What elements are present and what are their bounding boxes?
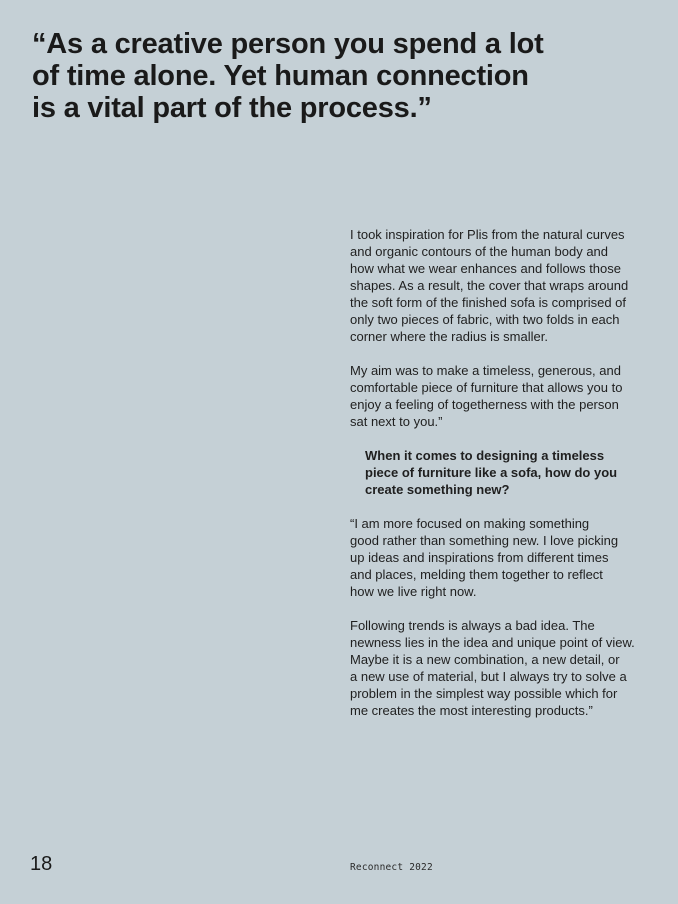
text-line: corner where the radius is smaller. — [350, 329, 548, 344]
body-paragraph-4 — [350, 617, 660, 719]
body-paragraph-3 — [350, 515, 660, 600]
body-paragraph-2 — [350, 362, 660, 430]
body-paragraph-1 — [350, 226, 660, 345]
text-line: I took inspiration for Plis from the natural curves — [350, 227, 625, 242]
text-line: sat next to you.” — [350, 414, 443, 429]
interview-question — [365, 447, 660, 498]
text-line: a new use of material, but I always try to solve a — [350, 669, 627, 684]
text-line: shapes. As a result, the cover that wraps around — [350, 278, 629, 293]
text-line: how we live right now. — [350, 584, 477, 599]
text-line: the soft form of the finished sofa is comprised of — [350, 295, 627, 310]
text-line: up ideas and inspirations from different times — [350, 550, 609, 565]
text-line: My aim was to make a timeless, generous, and — [350, 363, 621, 378]
text-line: “I am more focused on making something — [350, 516, 590, 531]
text-line: and places, melding them together to reflect — [350, 567, 603, 582]
text-line: Following trends is always a bad idea. The — [350, 618, 595, 633]
text-line: Maybe it is a new combination, a new detail, or — [350, 652, 620, 667]
text-line: create something new? — [365, 482, 510, 497]
text-line: piece of furniture like a sofa, how do you — [365, 465, 618, 480]
text-line: problem in the simplest way possible which for — [350, 686, 618, 701]
pull-quote-line: “As a creative person you spend a lot — [32, 28, 544, 60]
text-line: good rather than something new. I love picking — [350, 533, 619, 548]
pull-quote-line: of time alone. Yet human connection — [32, 60, 529, 92]
page-number: 18 — [30, 853, 53, 875]
text-line: me creates the most interesting products.” — [350, 703, 593, 718]
pull-quote-line: is a vital part of the process.” — [32, 92, 432, 124]
body-column — [350, 226, 660, 736]
pull-quote-heading — [32, 28, 572, 124]
publication-footer: Reconnect 2022 — [350, 862, 433, 873]
text-line: only two pieces of fabric, with two folds in each — [350, 312, 620, 327]
text-line: and organic contours of the human body and — [350, 244, 609, 259]
text-line: newness lies in the idea and unique point of view. — [350, 635, 635, 650]
text-line: enjoy a feeling of togetherness with the person — [350, 397, 619, 412]
text-line: how what we wear enhances and follows those — [350, 261, 621, 276]
text-line: comfortable piece of furniture that allows you to — [350, 380, 623, 395]
text-line: When it comes to designing a timeless — [365, 448, 605, 463]
